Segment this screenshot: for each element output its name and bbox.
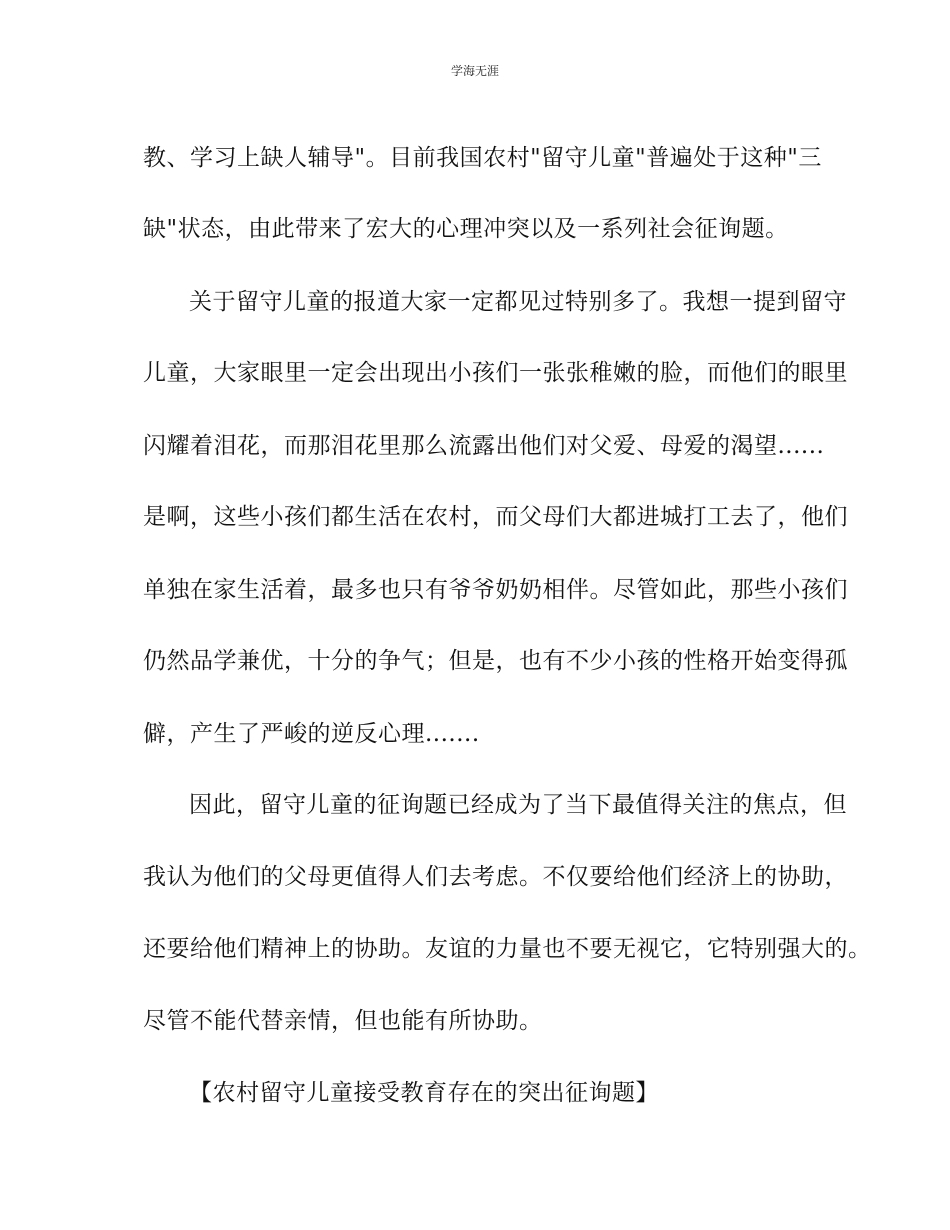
text-line: 僻，产生了严峻的逆反心理....... (143, 721, 480, 747)
text-line: 还要给他们精神上的协助。友谊的力量也不要无视它，它特别强大的。 (143, 936, 872, 962)
text-line: 我认为他们的父母更值得人们去考虑。不仅要给他们经济上的协助， (143, 864, 848, 890)
text-line: 仍然品学兼优，十分的争气；但是，也有不少小孩的性格开始变得孤 (143, 648, 848, 674)
text-line: 闪耀着泪花，而那泪花里那么流露出他们对父爱、母爱的渴望...... (143, 433, 825, 459)
text-line: 尽管不能代替亲情，但也能有所协助。 (143, 1008, 543, 1034)
text-line: 缺"状态，由此带来了宏大的心理冲突以及一系列社会征询题。 (143, 216, 789, 242)
text-line: 儿童，大家眼里一定会出现出小孩们一张张稚嫩的脸，而他们的眼里 (143, 360, 848, 386)
text-line: 关于留守儿童的报道大家一定都见过特别多了。我想一提到留守 (189, 289, 847, 315)
text-line: 单独在家生活着，最多也只有爷爷奶奶相伴。尽管如此，那些小孩们 (143, 577, 848, 603)
page-header: 学海无涯 (450, 64, 499, 78)
text-line: 是啊，这些小孩们都生活在农村，而父母们大都进城打工去了，他们 (143, 504, 848, 530)
text-line: 因此，留守儿童的征询题已经成为了当下最值得关注的焦点，但 (189, 792, 847, 818)
section-heading: 【农村留守儿童接受教育存在的突出征询题】 (189, 1080, 659, 1106)
text-line: 教、学习上缺人辅导"。目前我国农村"留守儿童"普遍处于这种"三 (143, 145, 822, 171)
